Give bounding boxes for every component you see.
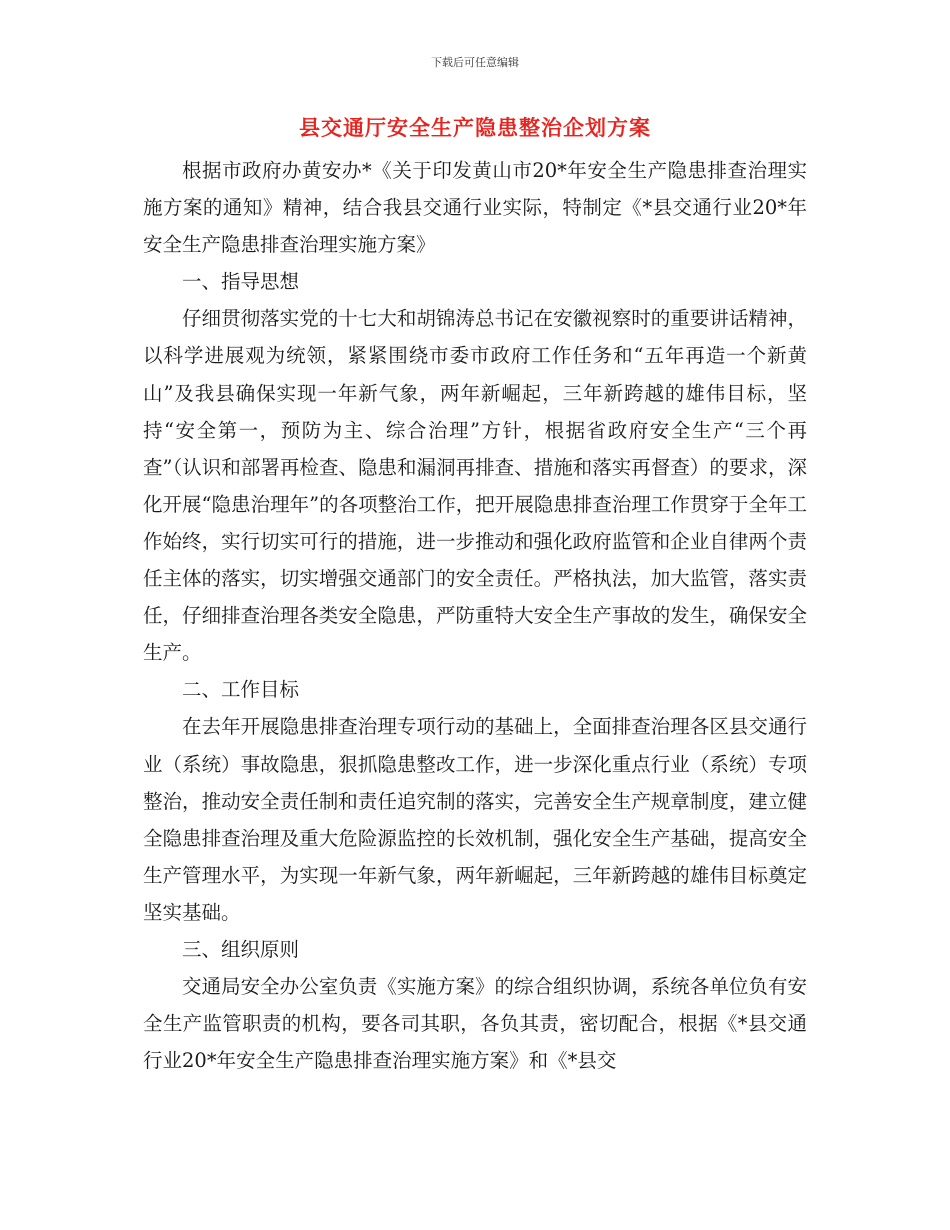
section-heading-organization-principles: 三、组织原则 [182, 937, 300, 961]
paragraph-intro: 根据市政府办黄安办*《关于印发黄山市20*年安全生产隐患排查治理实施方案的通知》精神，结合我县交通行业实际，特制定《*县交通行业20*年安全生产隐患排查治理实施方案》 [143, 159, 807, 257]
section-heading-work-goals: 二、工作目标 [182, 678, 300, 702]
paragraph-guiding-thought: 仔细贯彻落实党的十七大和胡锦涛总书记在安徽视察时的重要讲话精神，以科学进展观为统领，紧紧围绕市委市政府工作任务和“五年再造一个新黄山”及我县确保实现一年新气象，两年新崛起，三年新跨越的雄伟目标，坚持“安全第一，预防为主、综合治理”方针，根据省政府安全生产“三个再查”（认识和部署再检查、隐患和漏洞再排查、措施和落实再督查）的要求，深化开展“隐患治理年”的各项整治工作，把开展隐患排查治理工作贯穿于全年工作始终，实行切实可行的措施，进一步推动和强化政府监管和企业自律两个责任主体的落实，切实增强交通部门的安全责任。严格执法，加大监管，落实责任，仔细排查治理各类安全隐患，严防重特大安全生产事故的发生，确保安全生产。 [143, 307, 807, 665]
document-title: 县交通厅安全生产隐患整治企划方案 [299, 115, 651, 140]
paragraph-organization-principles: 交通局安全办公室负责《实施方案》的综合组织协调，系统各单位负有安全生产监管职责的机构，要各司其职，各负其责，密切配合，根据《*县交通行业20*年安全生产隐患排查治理实施方案》和《*县交 [143, 975, 807, 1073]
section-heading-guiding-thought: 一、指导思想 [182, 270, 300, 294]
document-body [143, 152, 807, 1079]
paragraph-work-goals: 在去年开展隐患排查治理专项行动的基础上，全面排查治理各区县交通行业（系统）事故隐患，狠抓隐患整改工作，进一步深化重点行业（系统）专项整治，推动安全责任制和责任追究制的落实，完善安全生产规章制度，建立健全隐患排查治理及重大危险源监控的长效机制，强化安全生产基础，提高安全生产管理水平，为实现一年新气象，两年新崛起，三年新跨越的雄伟目标奠定坚实基础。 [143, 715, 807, 924]
header-note: 下载后可任意编辑 [431, 56, 519, 69]
